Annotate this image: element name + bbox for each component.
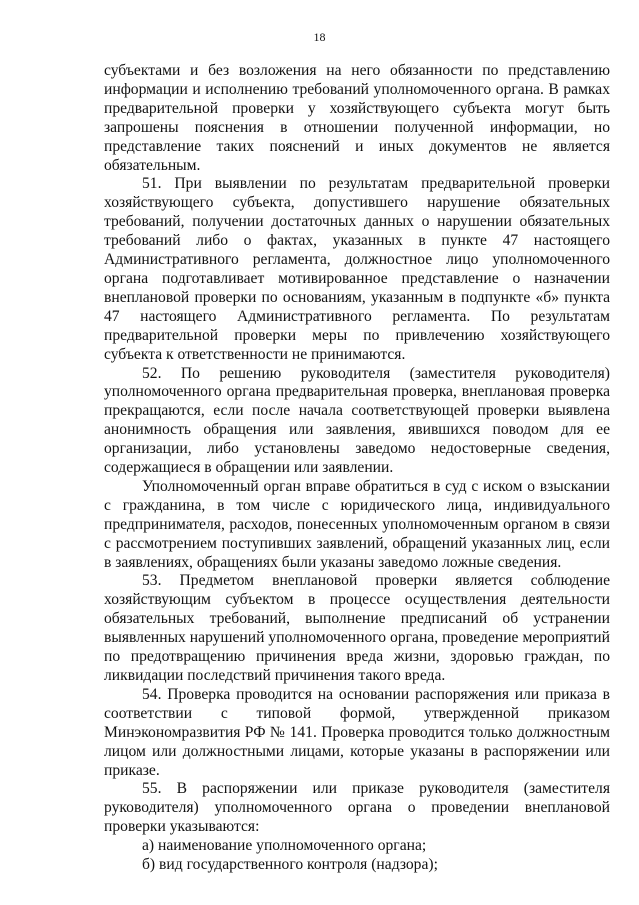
paragraph-54: 54. Проверка проводится на основании распоряжения или приказа в соответствии с типовой формой, утвержденной приказом Минэкономразвития РФ № 141. Проверка проводится только должностным лицом или должностными лицами, которые указаны в распоряжении или приказе. bbox=[104, 685, 610, 779]
paragraph-52-court-claim: Уполномоченный орган вправе обратиться в суд с иском о взыскании с гражданина, в том числе с юридического лица, индивидуального предпринимателя, расходов, понесенных уполномоченным органом в связи с рассмотрением поступивших заявлений, обращений указанных лиц, если в заявлениях, обращениях были указаны заведомо ложные сведения. bbox=[104, 477, 610, 571]
paragraph-52: 52. По решению руководителя (заместителя руководителя) уполномоченного органа предварительная проверка, внеплановая проверка прекращаются, если после начала соответствующей проверки выявлена анонимность обращения или заявления, явившихся поводом для ее организации, либо установлены заведомо недостоверные сведения, содержащиеся в обращении или заявлении. bbox=[104, 364, 610, 477]
paragraph-51: 51. При выявлении по результатам предварительной проверки хозяйствующего субъекта, допустившего нарушение обязательных требований, получении достаточных данных о нарушении обязательных требований либо о фактах, указанных в пункте 47 настоящего Административного регламента, должностное лицо уполномоченного органа подготавливает мотивированное представление о назначении внеплановой проверки по основаниям, указанным в подпункте «б» пункта 47 настоящего Административного регламента. По результатам предварительной проверки меры по привлечению хозяйствующего субъекта к ответственности не принимаются. bbox=[104, 175, 610, 363]
page-number: 18 bbox=[313, 30, 326, 44]
list-item-b: б) вид государственного контроля (надзора); bbox=[142, 856, 438, 874]
paragraph-53: 53. Предметом внеплановой проверки является соблюдение хозяйствующим субъектом в процессе осуществления деятельности обязательных требований, выполнение предписаний об устранении выявленных нарушений уполномоченного органа, проведение мероприятий по предотвращению причинения вреда жизни, здоровью граждан, по ликвидации последствий причинения такого вреда. bbox=[104, 572, 610, 684]
list-item-a: а) наименование уполномоченного органа; bbox=[142, 837, 427, 855]
document-body bbox=[104, 62, 610, 875]
paragraph-55: 55. В распоряжении или приказе руководителя (заместителя руководителя) уполномоченного органа о проведении внеплановой проверки указываются: bbox=[104, 780, 610, 836]
paragraph-continuation: субъектами и без возложения на него обязанности по представлению информации и исполнению требований уполномоченного органа. В рамках предварительной проверки у хозяйствующего субъекта могут быть запрошены пояснения в отношении полученной информации, но представление таких пояснений и иных документов не является обязательным. bbox=[104, 62, 610, 174]
